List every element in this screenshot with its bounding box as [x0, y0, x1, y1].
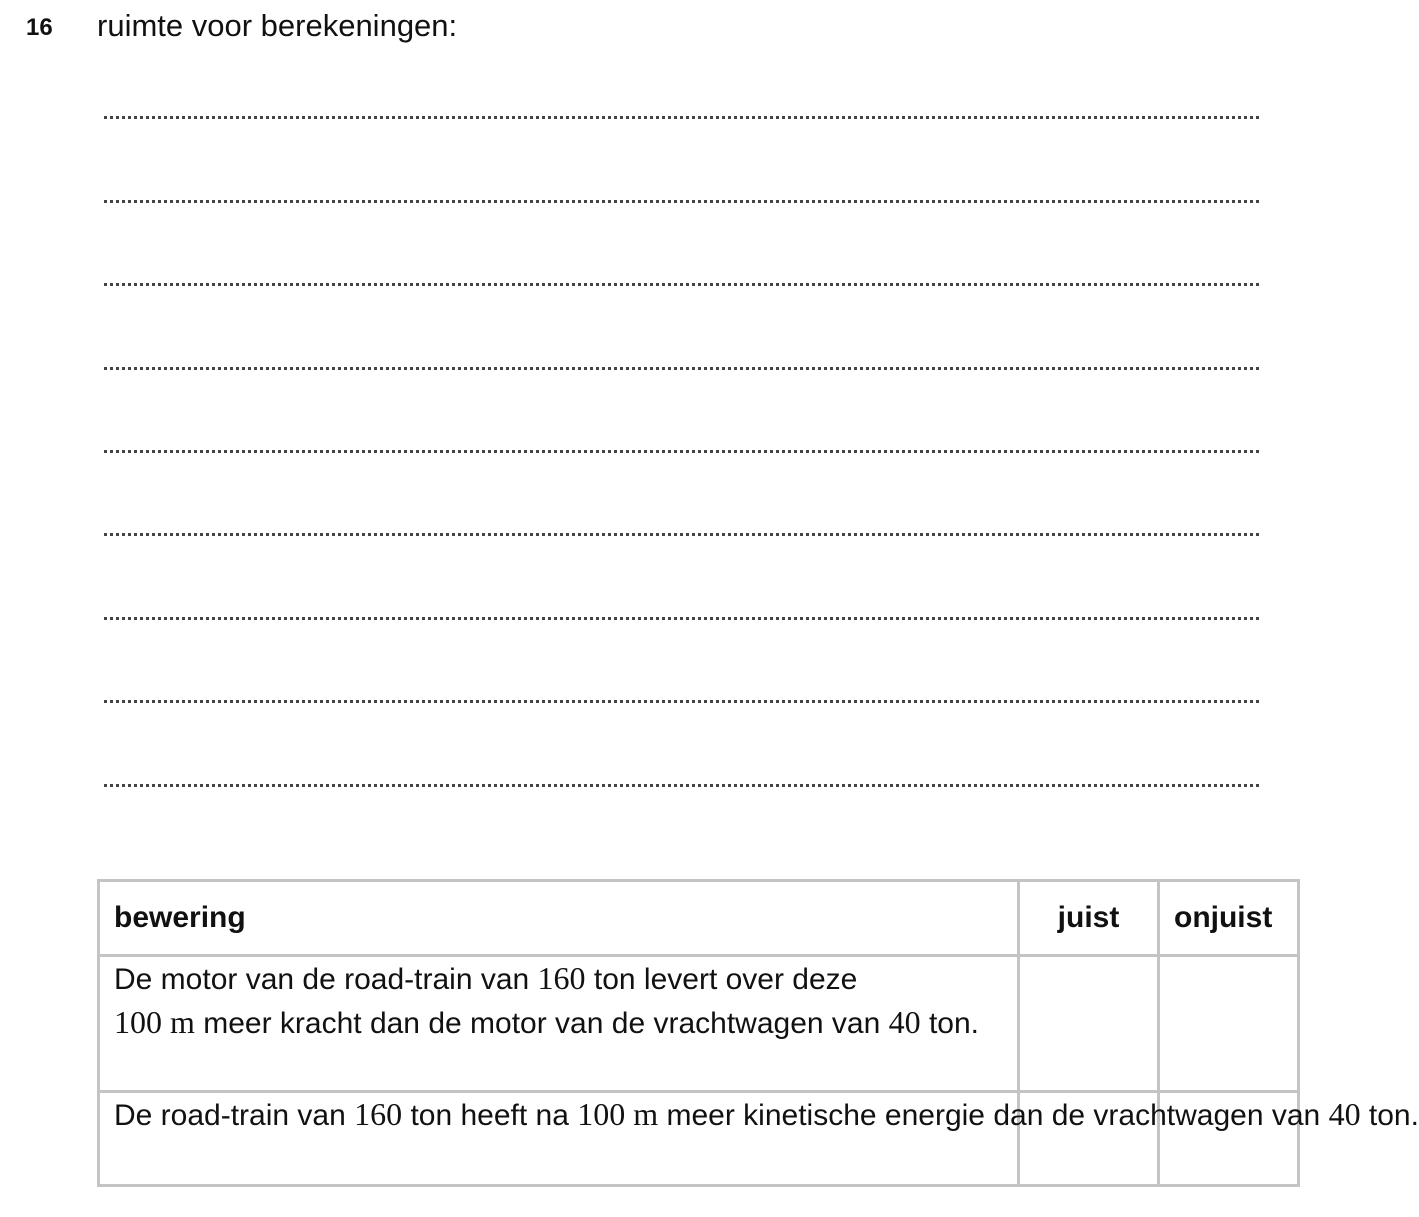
table-header-row	[99, 881, 1299, 956]
statement-text-part: ton heeft na	[402, 1099, 578, 1132]
answer-line[interactable]	[104, 784, 1259, 787]
header-statement: bewering	[99, 881, 1019, 956]
answer-line[interactable]	[104, 533, 1259, 536]
header-false: onjuist	[1159, 881, 1299, 956]
answer-line[interactable]	[104, 450, 1259, 453]
answer-line[interactable]	[104, 116, 1259, 119]
statement-value: 100	[577, 1096, 626, 1132]
table-row	[99, 1092, 1299, 1186]
statement-value: 100	[114, 1004, 162, 1040]
statement-unit: m	[162, 1004, 195, 1040]
statement-text-part: meer kinetische energie dan de vrachtwagen van	[658, 1099, 1329, 1132]
statement-text-part: meer kracht dan de motor van de vrachtwagen van	[194, 1007, 889, 1040]
answer-line[interactable]	[104, 367, 1259, 370]
statement-value: 160	[354, 1096, 403, 1132]
question-title: ruimte voor berekeningen:	[97, 8, 458, 43]
question-number: 16	[26, 14, 53, 41]
header-true: juist	[1019, 881, 1159, 956]
statement-text-part: ton.	[920, 1007, 979, 1040]
statement-text	[99, 956, 1019, 1092]
answer-line[interactable]	[104, 617, 1259, 620]
statement-text	[99, 1092, 1419, 1186]
answer-line[interactable]	[104, 200, 1259, 203]
answer-line[interactable]	[104, 283, 1259, 286]
statement-text-part: De motor van de road-train van	[114, 963, 538, 996]
false-answer-cell[interactable]	[1159, 956, 1299, 1092]
statement-unit: m	[625, 1096, 659, 1132]
statement-value: 40	[888, 1004, 921, 1040]
statement-value: 40	[1328, 1096, 1361, 1132]
statement-text-part: ton levert over deze	[585, 963, 858, 996]
answer-line[interactable]	[104, 700, 1259, 703]
table-row	[99, 956, 1299, 1092]
statements-table	[97, 879, 1419, 1187]
true-answer-cell[interactable]	[1019, 956, 1159, 1092]
statement-text-part: De road-train van	[114, 1099, 355, 1132]
statement-value: 160	[537, 960, 586, 996]
statement-text-part: ton.	[1360, 1099, 1419, 1132]
